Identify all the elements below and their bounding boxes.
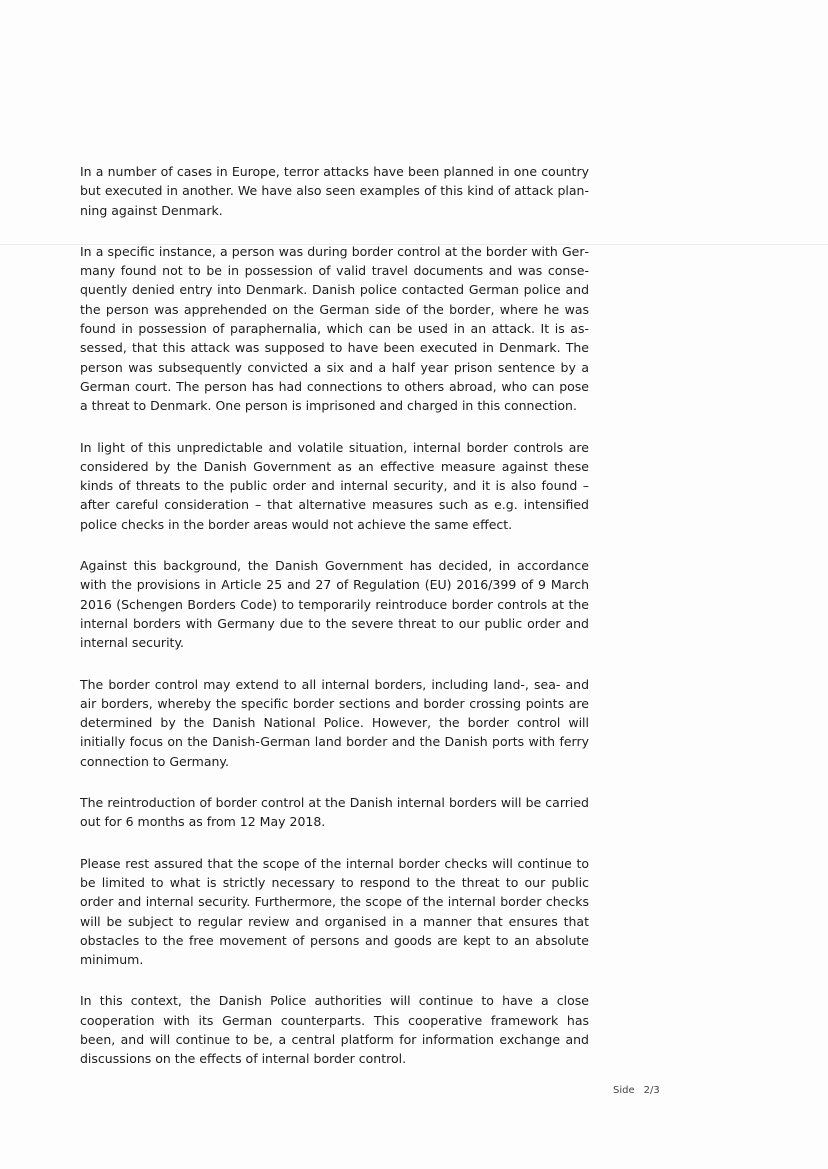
paragraph-government-decision: Against this background, the Danish Government has decided, in accordance with the provisions in Article 25 and 27 of Regulation (EU) 2016/399 of 9 March 2016 (Schengen Borders Code) to temporarily reintroduce border controls at the internal borders with Germany due to the severe threat to our public order and internal security. (80, 558, 589, 651)
paragraph-cross-border-attacks: In a number of cases in Europe, terror attacks have been planned in one country but executed in another. We have also seen examples of this kind of attack planning against Denmark. (80, 164, 589, 218)
paragraph-volatile-situation: In light of this unpredictable and volatile situation, internal border controls are considered by the Danish Government as an effective measure against these kinds of threats to the public order and internal security, and it is also found – after careful consideration – that alternative measures such as e.g. intensified police checks in the border areas would not achieve the same effect. (80, 439, 589, 532)
letter-body (80, 162, 589, 1091)
paragraph-specific-instance: In a specific instance, a person was during border control at the border with Germany found not to be in possession of valid travel documents and was consequently denied entry into Denmark. Danish police contacted German police and the person was apprehended on the German side of the border, where he was found in possession of paraphernalia, which can be used in an attack. It is assessed, that this attack was supposed to have been executed in Denmark. The person was subsequently convicted a six and a half year prison sentence by a German court. The person has had connections to others abroad, who can pose a threat to Denmark. One person is imprisoned and charged in this connection. (80, 243, 589, 414)
page-label: Side (613, 1085, 635, 1096)
paragraph-border-scope: The border control may extend to all internal borders, including land-, sea- and air borders, whereby the specific border sections and border crossing points are determined by the Danish National Police. However, the border control will initially focus on the Danish-German land border and the Danish ports with ferry connection to Germany. (80, 676, 589, 769)
page-footer (613, 1085, 660, 1096)
paragraph-assurance: Please rest assured that the scope of the internal border checks will continue to be limited to what is strictly necessary to respond to the threat to our public order and internal security. Furthermore, the scope of the internal border checks will be subject to regular review and organised in a manner that ensures that obstacles to the free movement of persons and goods are kept to an absolute minimum. (80, 855, 589, 968)
page-number: 2/3 (643, 1085, 660, 1096)
paragraph-duration: The reintroduction of border control at the Danish internal borders will be carried out for 6 months as from 12 May 2018. (80, 795, 589, 830)
paragraph-police-cooperation: In this context, the Danish Police authorities will continue to have a close cooperation with its German counterparts. This cooperative framework has been, and will continue to be, a central platform for information exchange and discussions on the effects of internal border control. (80, 993, 589, 1067)
